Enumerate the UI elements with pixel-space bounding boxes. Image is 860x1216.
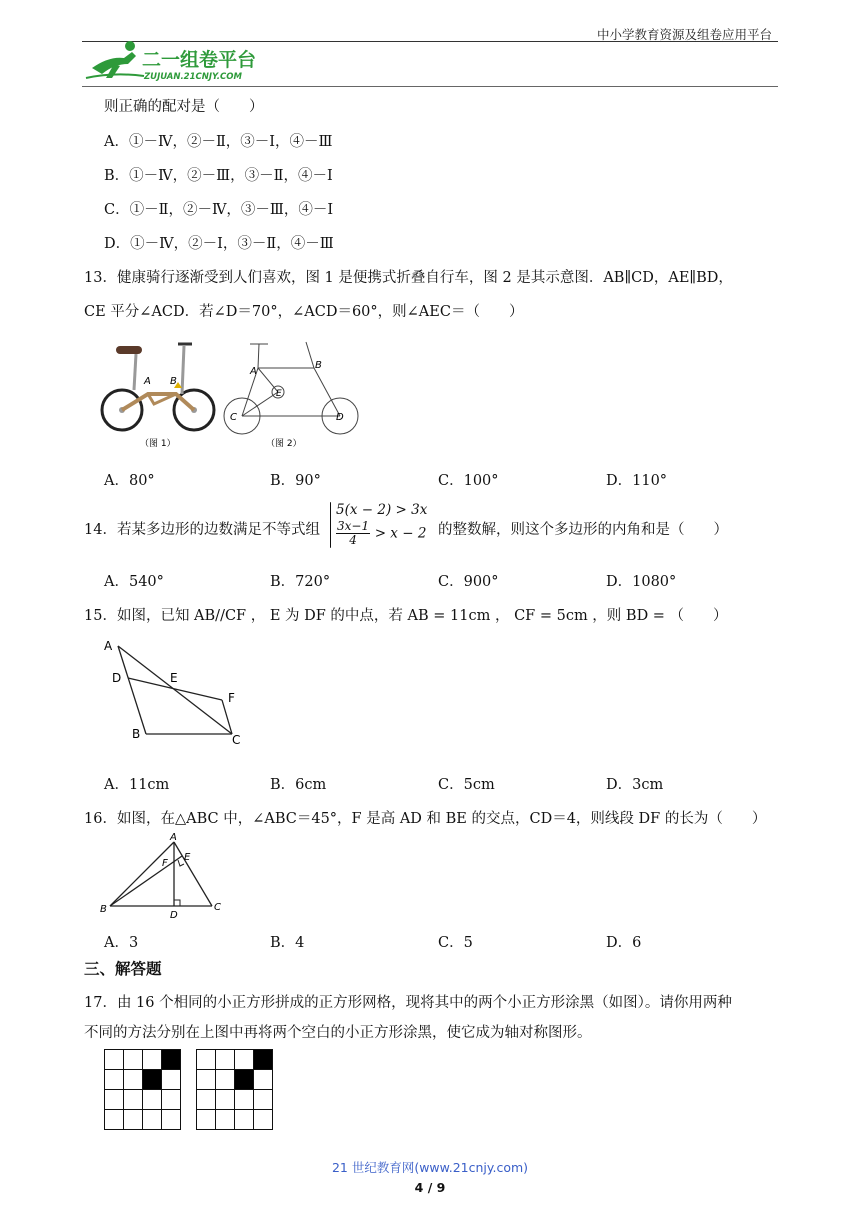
q16-stem: 16．如图，在△ABC 中，∠ABC＝45°，F 是高 AD 和 BE 的交点，CD＝4，则线段 DF 的长为（ ） xyxy=(84,811,767,827)
q15-label-f: F xyxy=(228,691,235,705)
q14-lead: 14．若某多边形的边数满足不等式组 xyxy=(84,522,320,538)
q17-stem-line2: 不同的方法分别在上图中再将两个空白的小正方形涂黑，使它成为轴对称图形。 xyxy=(84,1025,592,1041)
q15-stem: 15．如图，已知 AB//CF ， E 为 DF 的中点，若 AB = 11cm ， CF = 5cm ，则 BD = （ ） xyxy=(84,608,728,624)
footer-site: 21 世纪教育网(www.21cnjy.com) xyxy=(331,1160,529,1175)
logo-text: 二一组卷平台 xyxy=(142,49,257,71)
q14-option-c: C．900° xyxy=(438,574,499,590)
q12-prompt: 则正确的配对是（ ） xyxy=(104,99,264,115)
page-number: 4 / 9 xyxy=(414,1180,446,1195)
q16-option-b: B．4 xyxy=(270,935,305,951)
q13-option-a: A．80° xyxy=(104,473,155,489)
q16-label-b: B xyxy=(100,904,107,915)
q15-label-b: B xyxy=(132,727,141,741)
logo-subtext: ZUJUAN.21CNJY.COM xyxy=(144,72,242,82)
q14-option-b: B．720° xyxy=(270,574,331,590)
q16-label-c: C xyxy=(214,902,221,913)
q14-inequality-1: 5(x − 2) > 3x xyxy=(336,502,428,518)
site-logo xyxy=(84,38,284,84)
q14-inequality-2-rest: > x − 2 xyxy=(374,525,427,542)
q16-option-d: D．6 xyxy=(606,935,642,951)
q13-option-d: D．110° xyxy=(606,473,668,489)
q14-frac-numerator: 3x−1 xyxy=(337,519,370,533)
q16-option-c: C．5 xyxy=(438,935,473,951)
bicycle-photo xyxy=(100,332,216,450)
q16-figure xyxy=(96,830,232,920)
q12-option-a: A．①－Ⅳ，②－Ⅱ，③－Ⅰ，④－Ⅲ xyxy=(104,134,333,150)
q15-label-d: D xyxy=(112,671,122,685)
fig2-label-b: B xyxy=(315,360,322,371)
fig1-caption: （图 1） xyxy=(140,439,176,449)
q12-option-d: D．①－Ⅳ，②－Ⅰ，③－Ⅱ，④－Ⅲ xyxy=(104,236,334,252)
bicycle-diagram xyxy=(222,332,362,450)
q15-option-c: C．5cm xyxy=(438,777,495,793)
grid-right xyxy=(196,1049,273,1130)
q14-option-d: D．1080° xyxy=(606,574,677,590)
q16-option-a: A．3 xyxy=(104,935,139,951)
fig2-caption: （图 2） xyxy=(266,439,302,449)
q15-label-e: E xyxy=(170,671,178,685)
q13-option-b: B．90° xyxy=(270,473,321,489)
fig1-label-a: A xyxy=(144,376,151,387)
q15-option-b: B．6cm xyxy=(270,777,327,793)
runner-icon xyxy=(86,41,144,78)
fig2-label-c: C xyxy=(230,412,237,423)
section-title: 三、解答题 xyxy=(84,960,162,978)
q14-frac-denominator: 4 xyxy=(349,533,357,547)
q15-label-c: C xyxy=(232,733,241,747)
q17-stem-line1: 17．由 16 个相同的小正方形拼成的正方形网格，现将其中的两个小正方形涂黑（如图）。请你用两种 xyxy=(84,995,732,1011)
fig1-label-b: B xyxy=(170,376,177,387)
fig2-label-d: D xyxy=(336,412,344,423)
q16-label-a: A xyxy=(170,832,177,843)
q15-option-a: A．11cm xyxy=(104,777,170,793)
q12-option-b: B．①－Ⅳ，②－Ⅲ，③－Ⅱ，④－Ⅰ xyxy=(104,168,333,184)
q15-figure xyxy=(100,634,250,750)
q14-inequality-2 xyxy=(336,520,426,547)
q15-label-a: A xyxy=(104,639,113,653)
q16-label-e: E xyxy=(184,852,191,863)
fig2-label-e: E xyxy=(276,389,282,399)
platform-name: 中小学教育资源及组卷应用平台 xyxy=(596,27,772,42)
grid-left xyxy=(104,1049,181,1130)
fig2-label-a: A xyxy=(250,366,257,377)
q14-option-a: A．540° xyxy=(104,574,164,590)
q13-option-c: C．100° xyxy=(438,473,499,489)
q14-tail: 的整数解，则这个多边形的内角和是（ ） xyxy=(438,522,728,538)
q15-option-d: D．3cm xyxy=(606,777,664,793)
q13-stem-line1: 13．健康骑行逐渐受到人们喜欢，图 1 是便携式折叠自行车，图 2 是其示意图．AB∥CD，AE∥BD， xyxy=(84,270,733,286)
inequality-brace xyxy=(330,502,331,548)
q12-option-c: C．①－Ⅱ，②－Ⅳ，③－Ⅲ，④－Ⅰ xyxy=(104,202,334,218)
header-bottom-divider xyxy=(82,86,778,87)
q13-stem-line2: CE 平分∠ACD．若∠D＝70°，∠ACD＝60°，则∠AEC＝（ ） xyxy=(84,304,524,320)
q16-label-d: D xyxy=(170,910,178,920)
q16-label-f: F xyxy=(162,858,168,869)
